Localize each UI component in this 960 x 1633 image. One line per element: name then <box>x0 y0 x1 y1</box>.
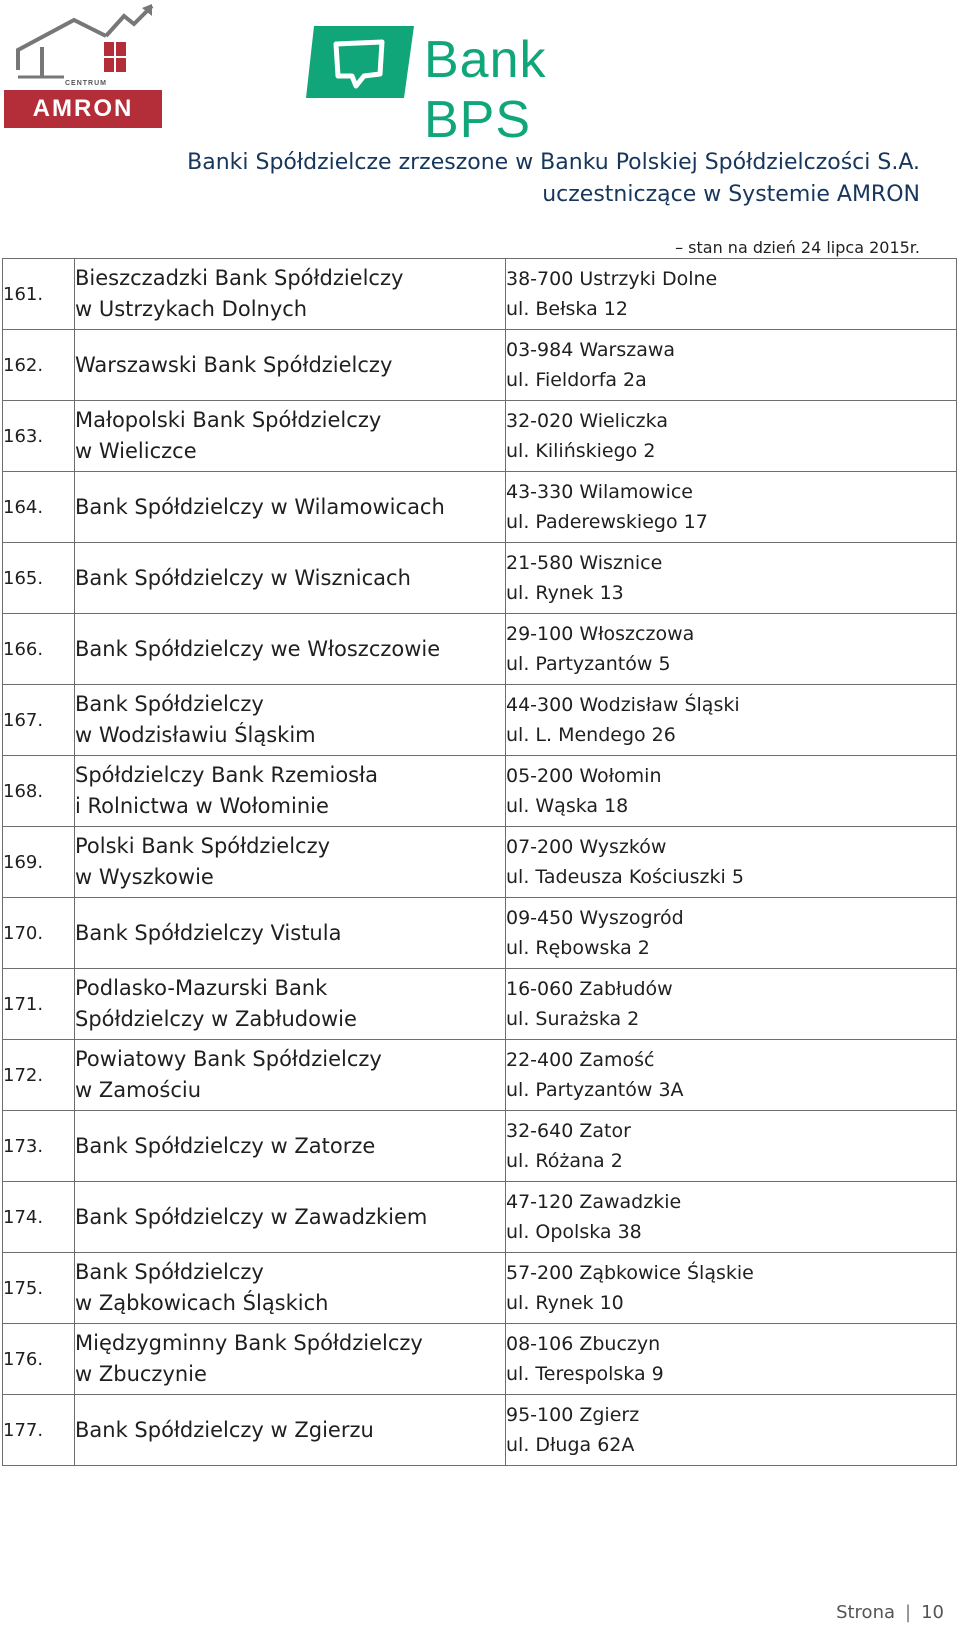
bank-address <box>506 969 957 1040</box>
bank-name-line: Bank Spółdzielczy <box>75 1260 264 1284</box>
bank-name-line: Bank Spółdzielczy Vistula <box>75 920 342 945</box>
row-number: 175. <box>3 1253 75 1324</box>
bank-address <box>506 614 957 685</box>
amron-logo-box <box>4 90 162 128</box>
bank-address <box>506 1253 957 1324</box>
address-street: ul. Partyzantów 3A <box>506 1079 684 1101</box>
bank-name <box>75 401 506 472</box>
row-number: 161. <box>3 259 75 330</box>
bank-name <box>75 756 506 827</box>
row-number: 167. <box>3 685 75 756</box>
address-street: ul. Tadeusza Kościuszki 5 <box>506 866 744 888</box>
address-postal-city: 07-200 Wyszków <box>506 836 667 858</box>
table-row <box>3 1111 957 1182</box>
address-postal-city: 29-100 Włoszczowa <box>506 623 695 645</box>
row-number: 172. <box>3 1040 75 1111</box>
address-street: ul. Surażska 2 <box>506 1008 640 1030</box>
address-postal-city: 22-400 Zamość <box>506 1049 655 1071</box>
amron-logo-text: AMRON <box>32 95 134 122</box>
bank-name <box>75 614 506 685</box>
bank-address <box>506 1324 957 1395</box>
address-postal-city: 43-330 Wilamowice <box>506 481 693 503</box>
row-number: 166. <box>3 614 75 685</box>
row-number: 169. <box>3 827 75 898</box>
address-street: ul. Rynek 13 <box>506 582 624 604</box>
row-number: 170. <box>3 898 75 969</box>
bank-name-line: Polski Bank Spółdzielczy <box>75 834 331 858</box>
address-street: ul. Fieldorfa 2a <box>506 369 647 391</box>
as-of-date: – stan na dzień 24 lipca 2015r. <box>675 238 920 257</box>
bank-name <box>75 969 506 1040</box>
address-postal-city: 44-300 Wodzisław Śląski <box>506 694 740 716</box>
table-row <box>3 827 957 898</box>
bank-name-line: i Rolnictwa w Wołominie <box>75 794 329 818</box>
row-number: 176. <box>3 1324 75 1395</box>
bank-name-line: Bank Spółdzielczy w Zatorze <box>75 1133 376 1158</box>
address-postal-city: 21-580 Wisznice <box>506 552 663 574</box>
address-street: ul. Długa 62A <box>506 1434 635 1456</box>
page-subtitle: uczestniczące w Systemie AMRON <box>542 182 920 207</box>
amron-logo <box>4 2 162 128</box>
row-number: 164. <box>3 472 75 543</box>
table-row <box>3 756 957 827</box>
table-row <box>3 1253 957 1324</box>
bank-name <box>75 685 506 756</box>
bank-name <box>75 1324 506 1395</box>
bank-name-line: Podlasko-Mazurski Bank <box>75 976 328 1000</box>
house-chart-icon <box>4 2 162 92</box>
bank-address <box>506 1111 957 1182</box>
bank-name-line: w Zbuczynie <box>75 1362 207 1386</box>
table-row <box>3 685 957 756</box>
address-postal-city: 08-106 Zbuczyn <box>506 1333 661 1355</box>
bank-name-line: w Ustrzykach Dolnych <box>75 297 308 321</box>
bank-name-line: w Wieliczce <box>75 439 197 463</box>
bank-address <box>506 543 957 614</box>
page-number: 10 <box>921 1602 944 1623</box>
bank-name-line: Bank Spółdzielczy w Wisznicach <box>75 565 411 590</box>
address-postal-city: 95-100 Zgierz <box>506 1404 640 1426</box>
bank-name-line: Bank Spółdzielczy w Wilamowicach <box>75 494 445 519</box>
bank-name <box>75 330 506 401</box>
banks-table-body <box>3 259 957 1466</box>
bank-address <box>506 330 957 401</box>
address-street: ul. Bełska 12 <box>506 298 628 320</box>
bank-address <box>506 259 957 330</box>
address-street: ul. Kilińskiego 2 <box>506 440 656 462</box>
address-postal-city: 03-984 Warszawa <box>506 339 676 361</box>
table-row <box>3 898 957 969</box>
row-number: 162. <box>3 330 75 401</box>
bps-logo-text: Bank BPS <box>424 31 547 149</box>
address-street: ul. Rynek 10 <box>506 1292 624 1314</box>
bank-name-line: Spółdzielczy Bank Rzemiosła <box>75 763 378 787</box>
bps-shield-icon <box>306 22 414 102</box>
bank-address <box>506 827 957 898</box>
bank-name-line: Powiatowy Bank Spółdzielczy <box>75 1047 382 1071</box>
address-postal-city: 05-200 Wołomin <box>506 765 662 787</box>
address-postal-city: 47-120 Zawadzkie <box>506 1191 682 1213</box>
row-number: 163. <box>3 401 75 472</box>
bank-name-line: Międzygminny Bank Spółdzielczy <box>75 1331 423 1355</box>
table-row <box>3 259 957 330</box>
address-street: ul. Różana 2 <box>506 1150 623 1172</box>
bank-address <box>506 898 957 969</box>
address-street: ul. L. Mendego 26 <box>506 724 676 746</box>
bank-name <box>75 1253 506 1324</box>
bank-name <box>75 1395 506 1466</box>
table-row <box>3 614 957 685</box>
bank-name-line: Bank Spółdzielczy <box>75 692 264 716</box>
bank-name <box>75 259 506 330</box>
bank-name <box>75 472 506 543</box>
address-street: ul. Paderewskiego 17 <box>506 511 708 533</box>
table-row <box>3 1182 957 1253</box>
bank-name-line: Bank Spółdzielczy we Włoszczowie <box>75 636 441 661</box>
bank-name <box>75 1182 506 1253</box>
table-row <box>3 330 957 401</box>
banks-table <box>2 258 957 1466</box>
bank-name-line: Warszawski Bank Spółdzielczy <box>75 352 393 377</box>
address-street: ul. Rębowska 2 <box>506 937 650 959</box>
row-number: 165. <box>3 543 75 614</box>
table-row <box>3 969 957 1040</box>
page-label: Strona <box>836 1602 896 1623</box>
bank-name <box>75 543 506 614</box>
bps-logo <box>306 22 646 149</box>
address-postal-city: 32-020 Wieliczka <box>506 410 668 432</box>
table-row <box>3 1324 957 1395</box>
row-number: 171. <box>3 969 75 1040</box>
table-row <box>3 401 957 472</box>
bank-address <box>506 401 957 472</box>
table-row <box>3 1040 957 1111</box>
address-street: ul. Opolska 38 <box>506 1221 642 1243</box>
bank-name <box>75 827 506 898</box>
bank-name <box>75 898 506 969</box>
bank-name-line: w Ząbkowicach Śląskich <box>75 1291 329 1315</box>
bank-address <box>506 685 957 756</box>
bank-name <box>75 1111 506 1182</box>
bank-name-line: w Wyszkowie <box>75 865 214 889</box>
address-street: ul. Terespolska 9 <box>506 1363 664 1385</box>
bank-address <box>506 756 957 827</box>
page-separator: | <box>905 1602 912 1623</box>
address-postal-city: 16-060 Zabłudów <box>506 978 673 1000</box>
bank-name-line: w Wodzisławiu Śląskim <box>75 723 316 747</box>
bank-name-line: Spółdzielczy w Zabłudowie <box>75 1007 357 1031</box>
row-number: 168. <box>3 756 75 827</box>
address-street: ul. Partyzantów 5 <box>506 653 671 675</box>
bank-address <box>506 1395 957 1466</box>
bank-address <box>506 1182 957 1253</box>
bank-name-line: Bieszczadzki Bank Spółdzielczy <box>75 266 404 290</box>
amron-logo-small-text: CENTRUM <box>65 80 107 87</box>
page-title: Banki Spółdzielcze zrzeszone w Banku Polskiej Spółdzielczości S.A. <box>187 150 920 175</box>
bank-name-line: w Zamościu <box>75 1078 202 1102</box>
table-row <box>3 1395 957 1466</box>
bank-name-line: Bank Spółdzielczy w Zgierzu <box>75 1417 374 1442</box>
address-postal-city: 57-200 Ząbkowice Śląskie <box>506 1262 754 1284</box>
page-footer <box>836 1602 944 1623</box>
bank-address <box>506 1040 957 1111</box>
row-number: 177. <box>3 1395 75 1466</box>
bank-name-line: Bank Spółdzielczy w Zawadzkiem <box>75 1204 428 1229</box>
address-street: ul. Wąska 18 <box>506 795 629 817</box>
address-postal-city: 32-640 Zator <box>506 1120 631 1142</box>
address-postal-city: 38-700 Ustrzyki Dolne <box>506 268 718 290</box>
table-row <box>3 472 957 543</box>
bank-name <box>75 1040 506 1111</box>
table-row <box>3 543 957 614</box>
row-number: 174. <box>3 1182 75 1253</box>
bank-name-line: Małopolski Bank Spółdzielczy <box>75 408 382 432</box>
bank-address <box>506 472 957 543</box>
row-number: 173. <box>3 1111 75 1182</box>
address-postal-city: 09-450 Wyszogród <box>506 907 684 929</box>
